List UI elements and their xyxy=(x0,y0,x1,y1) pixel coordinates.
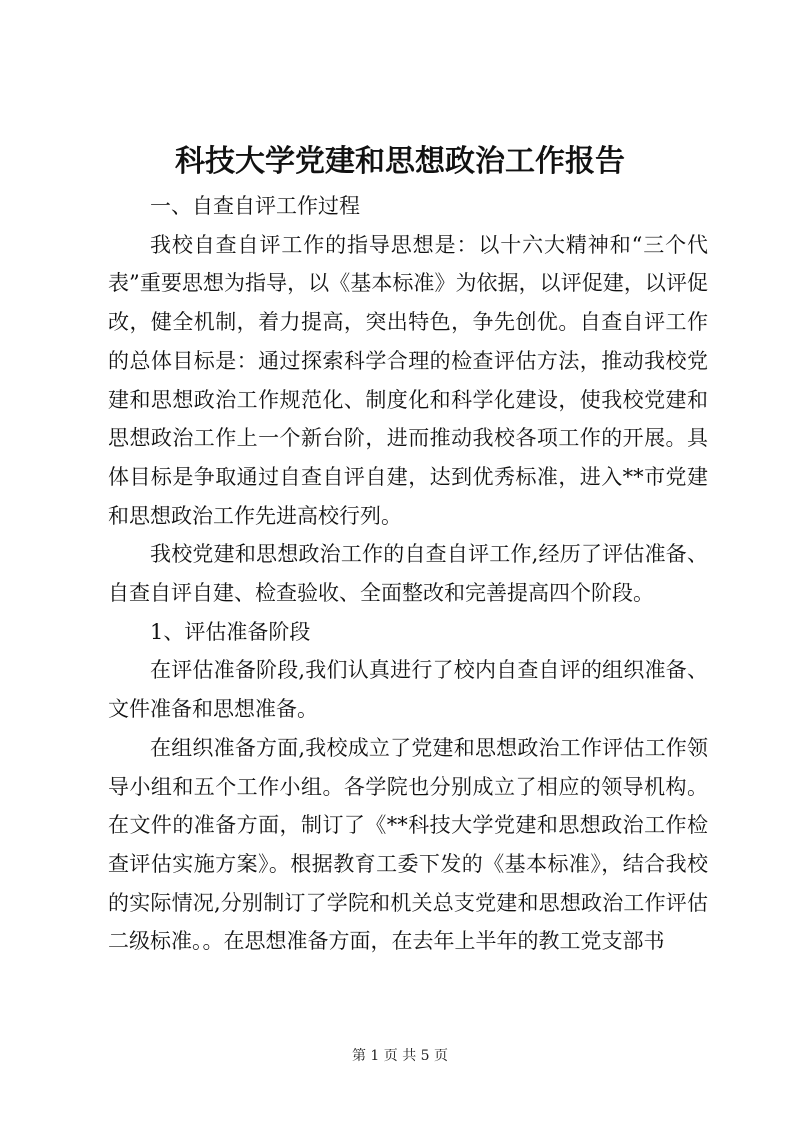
document-title: 科技大学党建和思想政治工作报告 xyxy=(175,144,625,179)
page-footer: 第 1 页 共 5 页 xyxy=(351,1048,449,1064)
paragraph-four-stages: 我校党建和思想政治工作的自查自评工作,经历了评估准备、自查自评自建、检查验收、全面整改和完善提高四个阶段。 xyxy=(108,542,708,606)
paragraph-organization-preparation: 在组织准备方面,我校成立了党建和思想政治工作评估工作领导小组和五个工作小组。各学院也分别成立了相应的领导机构。在文件的准备方面，制订了《**科技大学党建和思想政治工作检查评估实施方案》。根据教育工委下发的《基本标准》，结合我校的实际情况,分别制订了学院和机关总支党建和思想政治工作评估二级标准。。在思想准备方面，在去年上半年的教工党支部书 xyxy=(108,735,708,954)
paragraph-preparation-overview: 在评估准备阶段,我们认真进行了校内自查自评的组织准备、文件准备和思想准备。 xyxy=(108,658,708,722)
document-body xyxy=(108,187,708,961)
section-heading: 一、自查自评工作过程 xyxy=(150,194,360,218)
subheading-preparation-stage: 1、评估准备阶段 xyxy=(150,619,311,644)
paragraph-guiding-ideology: 我校自查自评工作的指导思想是：以十六大精神和“三个代表”重要思想为指导，以《基本标准》为依据，以评促建，以评促改，健全机制，着力提高，突出特色，争先创优。自查自评工作的总体目标是：通过探索科学合理的检查评估方法，推动我校党建和思想政治工作规范化、制度化和科学化建设，使我校党建和思想政治工作上一个新台阶，进而推动我校各项工作的开展。具体目标是争取通过自查自评自建，达到优秀标准，进入**市党建和思想政治工作先进高校行列。 xyxy=(108,232,708,528)
